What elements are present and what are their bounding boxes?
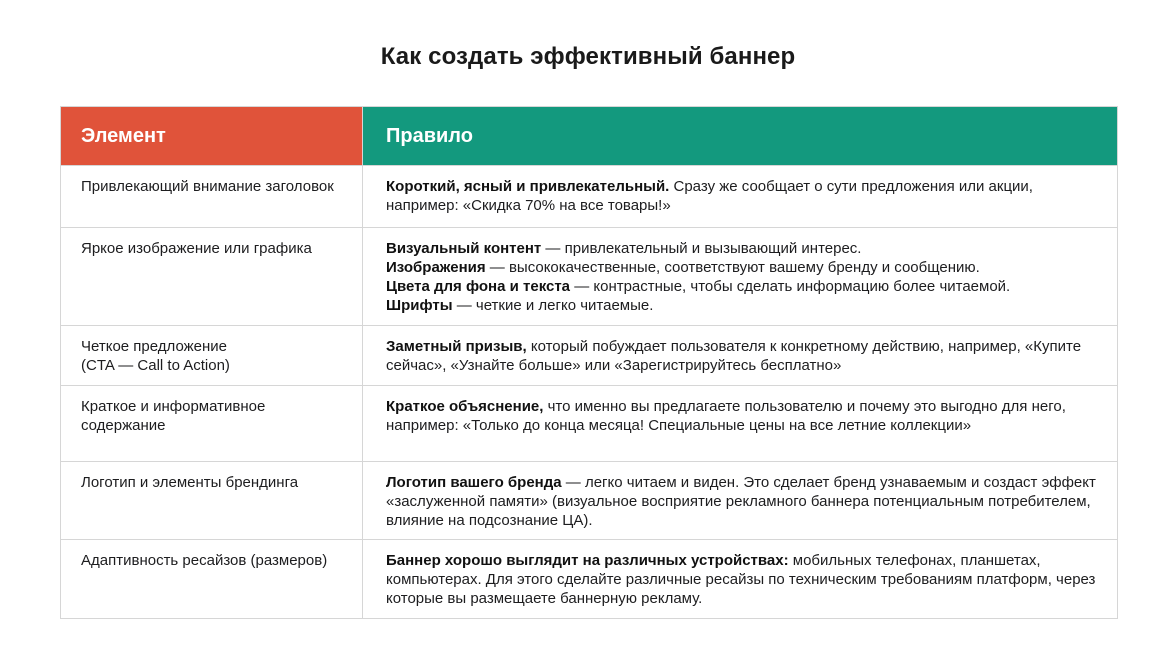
header-rule: Правило	[363, 107, 1118, 166]
banner-rules-table	[60, 106, 1118, 619]
rule-cell	[363, 540, 1118, 619]
rule-text: мобильных телефонах, планшетах, компьютерах. Для этого сделайте различные ресайзы по техническим требованиям платформ, через которые вы размещаете баннерную рекламу.	[386, 552, 1096, 607]
element-line: (CTA — Call to Action)	[81, 357, 230, 374]
page-title: Как создать эффективный баннер	[380, 43, 796, 70]
element-cell: Яркое изображение или графика	[61, 228, 363, 326]
element-cell: Привлекающий внимание заголовок	[61, 166, 363, 228]
rule-bold: Заметный призыв,	[386, 338, 527, 355]
table-row	[61, 462, 1118, 540]
table-row	[61, 166, 1118, 228]
rule-cell	[363, 166, 1118, 228]
rule-bold: Краткое объяснение,	[386, 398, 544, 415]
rule-text: — привлекательный и вызывающий интерес.	[541, 240, 862, 257]
rule-text: Сразу же сообщает о сути предложения или акции, например: «Скидка 70% на все товары!»	[386, 178, 1033, 214]
rule-bold: Цвета для фона и текста	[386, 278, 571, 295]
rule-bold: Изображения	[386, 259, 486, 276]
rule-text: — легко читаем и виден. Это сделает бренд узнаваемым и создаст эффект «заслуженной памяти» (визуальное восприятие рекламного баннера потенциальным потребителем, влияние на подсознание ЦА).	[386, 474, 1096, 529]
rule-text: — контрастные, чтобы сделать информацию более читаемой.	[570, 278, 1011, 295]
table-header-row	[61, 107, 1118, 166]
element-line: Четкое предложение	[81, 338, 228, 355]
rule-bold: Баннер хорошо выглядит на различных устройствах:	[386, 552, 789, 569]
rule-text: что именно вы предлагаете пользователю и почему это выгодно для него, например: «Только до конца месяца! Специальные цены на все летние коллекции»	[386, 398, 1066, 434]
table-row	[61, 386, 1118, 462]
rule-text: — четкие и легко читаемые.	[452, 297, 654, 314]
rule-line	[386, 277, 1103, 296]
table-row	[61, 540, 1118, 619]
rule-line	[386, 296, 1103, 315]
rule-bold: Шрифты	[386, 297, 453, 314]
rule-cell	[363, 228, 1118, 326]
element-cell: Адаптивность ресайзов (размеров)	[61, 540, 363, 619]
header-element: Элемент	[61, 107, 363, 166]
rule-bold: Логотип вашего бренда	[386, 474, 562, 491]
rule-cell	[363, 326, 1118, 386]
rule-line	[386, 239, 1103, 258]
element-cell: Логотип и элементы брендинга	[61, 462, 363, 540]
rule-cell	[363, 386, 1118, 462]
element-cell	[61, 326, 363, 386]
rule-text: который побуждает пользователя к конкретному действию, например, «Купите сейчас», «Узнайте больше» или «Зарегистрируйтесь бесплатно»	[386, 338, 1082, 374]
rule-text: — высококачественные, соответствуют вашему бренду и сообщению.	[485, 259, 980, 276]
rule-bold: Короткий, ясный и привлекательный.	[386, 178, 670, 195]
rule-bold: Визуальный контент	[386, 240, 542, 257]
rule-cell	[363, 462, 1118, 540]
table-row	[61, 228, 1118, 326]
rule-line	[386, 258, 1103, 277]
table-row	[61, 326, 1118, 386]
element-cell: Краткое и информативное содержание	[61, 386, 363, 462]
